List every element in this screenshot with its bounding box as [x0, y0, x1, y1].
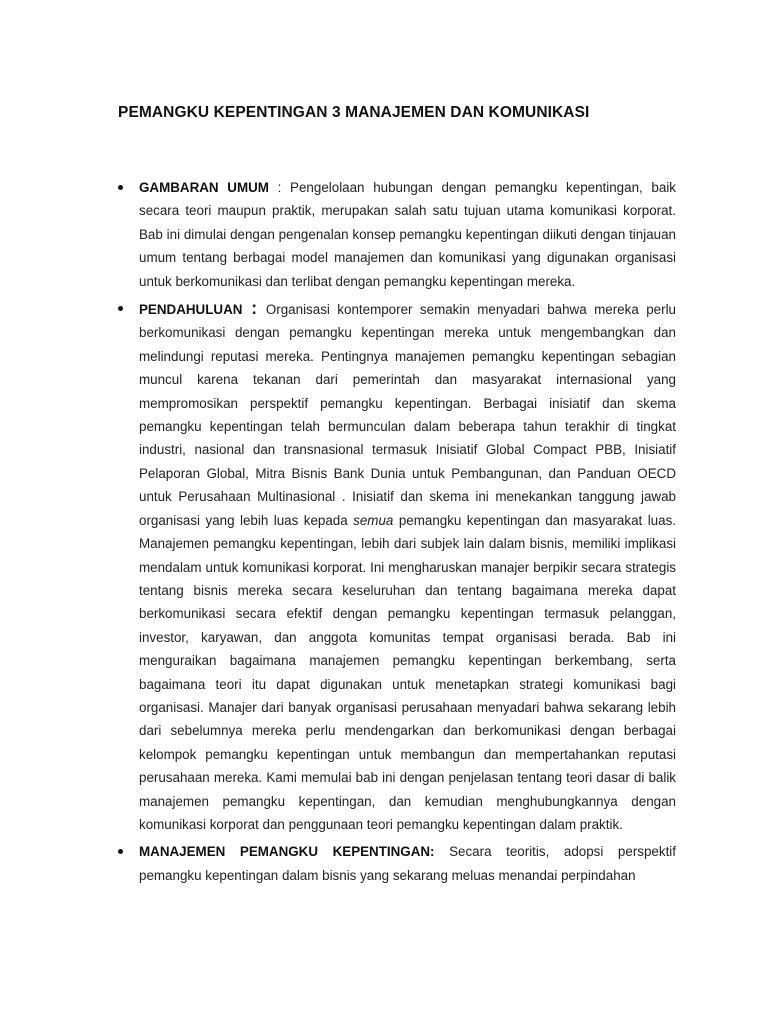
- section-heading: GAMBARAN UMUM: [139, 180, 269, 195]
- heading-separator: [435, 844, 450, 859]
- section-text: Pengelolaan hubungan dengan pemangku kepentingan, baik secara teori maupun praktik, merupakan salah satu tujuan utama komunikasi korporat. Bab ini dimulai dengan pengenalan konsep pemangku kepentingan diikuti dengan tinjauan umum tentang berbagai model manajemen dan komunikasi yang digunakan organisasi untuk berkomunikasi dan terlibat dengan pemangku kepentingan mereka.: [139, 180, 676, 289]
- bullet-icon: [118, 849, 123, 854]
- section-text-continued: pemangku kepentingan dan masyarakat luas. Manajemen pemangku kepentingan, lebih dari subjek lain dalam bisnis, memiliki implikasi mendalam untuk komunikasi korporat. Ini mengharuskan manajer berpikir secara strategis tentang bisnis mereka secara keseluruhan dan tentang bagaimana mereka dapat berkomunikasi secara efektif dengan pemangku kepentingan termasuk pelanggan, investor, karyawan, dan anggota komunitas tempat organisasi berada. Bab ini menguraikan bagaimana manajemen pemangku kepentingan berkembang, serta bagaimana teori itu dapat digunakan untuk menetapkan strategi komunikasi bagi organisasi. Manajer dari banyak organisasi perusahaan menyadari bahwa sekarang lebih dari sebelumnya mereka perlu mendengarkan dan berkomunikasi dengan berbagai kelompok pemangku kepentingan untuk membangun dan mempertahankan reputasi perusahaan mereka. Kami memulai bab ini dengan penjelasan tentang teori dasar di balik manajemen pemangku kepentingan, dan kemudian menghubungkannya dengan komunikasi korporat dan penggunaan teori pemangku kepentingan dalam praktik.: [139, 512, 676, 832]
- section-text: Secara teoritis, adopsi perspektif pemangku kepentingan dalam bisnis yang sekarang meluas menandai perpindahan: [139, 844, 676, 883]
- section-text: Organisasi kontemporer semakin menyadari bahwa mereka perlu berkomunikasi dengan pemangku kepentingan mereka untuk mengembangkan dan melindungi reputasi mereka. Pentingnya manajemen pemangku kepentingan sebagian muncul karena tekanan dari pemerintah dan masyarakat internasional yang mempromosikan perspektif pemangku kepentingan. Berbagai inisiatif dan skema pemangku kepentingan telah bermunculan dalam beberapa tahun terakhir di tingkat industri, nasional dan transnasional termasuk Inisiatif Global Compact PBB, Inisiatif Pelaporan Global, Mitra Bisnis Bank Dunia untuk Pembangunan, dan Panduan OECD untuk Perusahaan Multinasional . Inisiatif dan skema ini menekankan tanggung jawab organisasi yang lebih luas kepada: [139, 302, 676, 528]
- list-item-manajemen: [118, 840, 676, 887]
- document-title: PEMANGKU KEPENTINGAN 3 MANAJEMEN DAN KOMUNIKASI: [118, 104, 590, 121]
- paragraph-pendahuluan: [139, 297, 676, 836]
- list-item-gambaran-umum: [118, 176, 676, 293]
- section-heading: MANAJEMEN PEMANGKU KEPENTINGAN:: [139, 844, 435, 860]
- paragraph-manajemen: [139, 840, 676, 887]
- emphasis-text: semua: [353, 512, 394, 528]
- heading-separator: :: [268, 180, 291, 195]
- list-item-pendahuluan: [118, 297, 676, 836]
- section-list: [118, 176, 676, 891]
- section-heading: PENDAHULUAN: [139, 302, 243, 318]
- heading-separator: :: [242, 298, 266, 319]
- bullet-icon: [118, 306, 123, 311]
- paragraph-gambaran-umum: [139, 176, 676, 293]
- bullet-icon: [118, 185, 123, 190]
